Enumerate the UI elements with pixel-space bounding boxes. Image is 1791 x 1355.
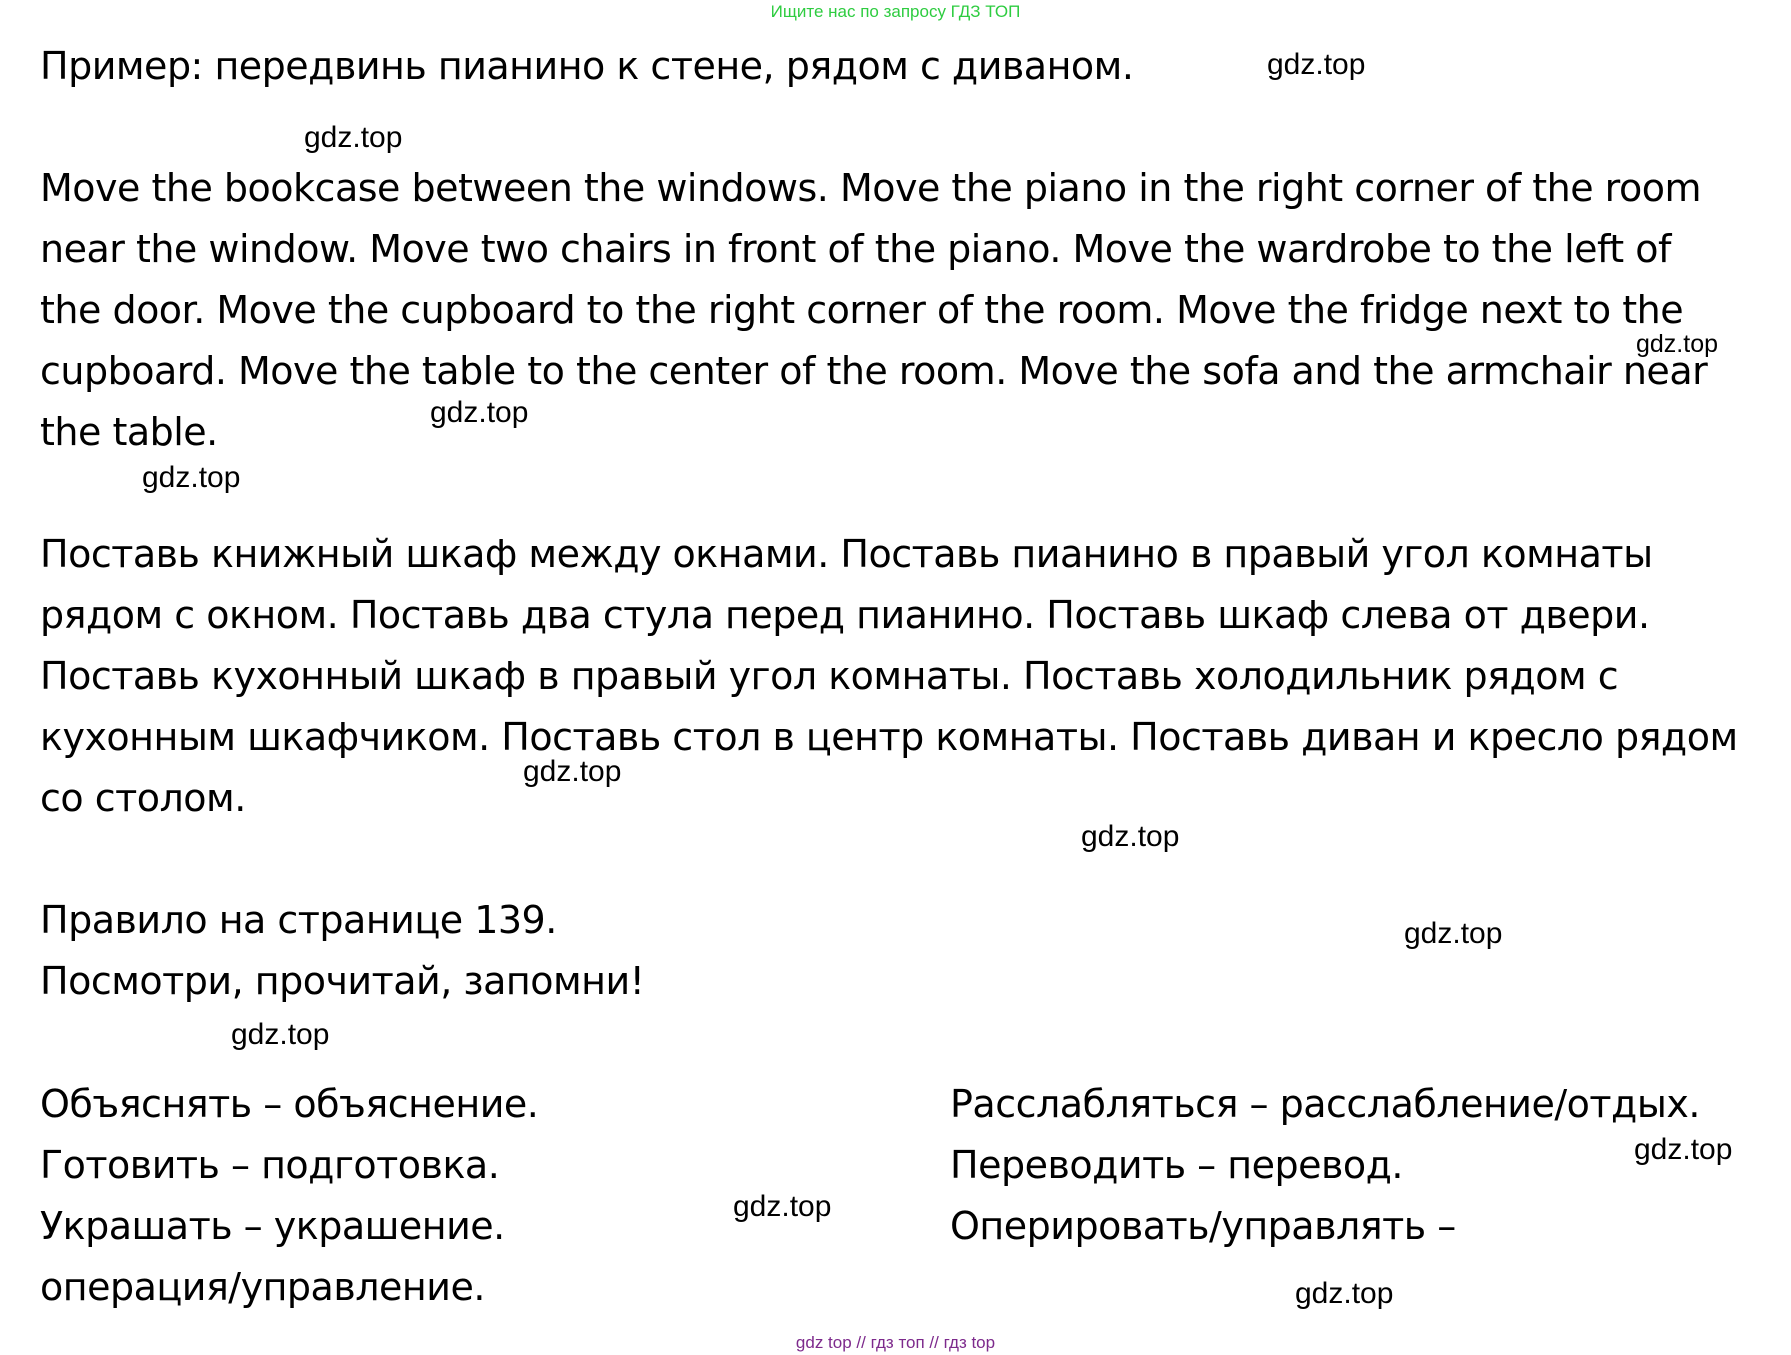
watermark: gdz.top	[1634, 1133, 1733, 1166]
russian-line: Поставь кухонный шкаф в правый угол комнаты. Поставь холодильник рядом с	[40, 654, 1619, 698]
vocab-item: Оперировать/управлять –	[950, 1204, 1456, 1248]
watermark: gdz.top	[1295, 1277, 1394, 1310]
watermark: gdz.top	[1404, 917, 1503, 950]
footer: gdz top // гдз топ // гдз top	[795, 1333, 996, 1352]
watermark: gdz.top	[523, 755, 622, 788]
vocabulary-left	[40, 1074, 538, 1318]
vocab-item: Украшать – украшение.	[40, 1204, 505, 1248]
top-banner: Ищите нас по запросу ГДЗ ТОП	[770, 2, 1021, 21]
rule-remember-line: Посмотри, прочитай, запомни!	[40, 959, 645, 1003]
russian-line: со столом.	[40, 776, 246, 820]
watermark: gdz.top	[733, 1190, 832, 1223]
watermark: gdz.top	[430, 396, 529, 429]
rule-block	[40, 890, 644, 1012]
english-line: the door. Move the cupboard to the right corner of the room. Move the fridge next to the	[40, 288, 1684, 332]
example-line	[40, 36, 1133, 97]
vocab-item: Переводить – перевод.	[950, 1143, 1403, 1187]
watermark: gdz.top	[1636, 330, 1719, 358]
vocabulary-right	[950, 1074, 1700, 1257]
example-text: Пример: передвинь пианино к стене, рядом с диваном.	[40, 44, 1134, 88]
vocab-item: Расслабляться – расслабление/отдых.	[950, 1082, 1700, 1126]
english-paragraph	[40, 158, 1707, 463]
english-line: the table.	[40, 410, 218, 454]
watermark: gdz.top	[142, 461, 241, 494]
vocab-item: Объяснять – объяснение.	[40, 1082, 539, 1126]
watermark: gdz.top	[1081, 820, 1180, 853]
english-line: Move the bookcase between the windows. Move the piano in the right corner of the room	[40, 166, 1701, 210]
russian-line: Поставь книжный шкаф между окнами. Поставь пианино в правый угол комнаты	[40, 532, 1653, 576]
watermark: gdz.top	[304, 121, 403, 154]
russian-line: кухонным шкафчиком. Поставь стол в центр комнаты. Поставь диван и кресло рядом	[40, 715, 1738, 759]
english-line: near the window. Move two chairs in front of the piano. Move the wardrobe to the left of	[40, 227, 1671, 271]
watermark: gdz.top	[231, 1018, 330, 1051]
rule-page-line: Правило на странице 139.	[40, 898, 557, 942]
english-line: cupboard. Move the table to the center of the room. Move the sofa and the armchair near	[40, 349, 1708, 393]
vocab-item: операция/управление.	[40, 1265, 485, 1309]
russian-paragraph	[40, 524, 1738, 829]
vocab-item: Готовить – подготовка.	[40, 1143, 500, 1187]
watermark: gdz.top	[1267, 48, 1366, 81]
russian-line: рядом с окном. Поставь два стула перед пианино. Поставь шкаф слева от двери.	[40, 593, 1650, 637]
